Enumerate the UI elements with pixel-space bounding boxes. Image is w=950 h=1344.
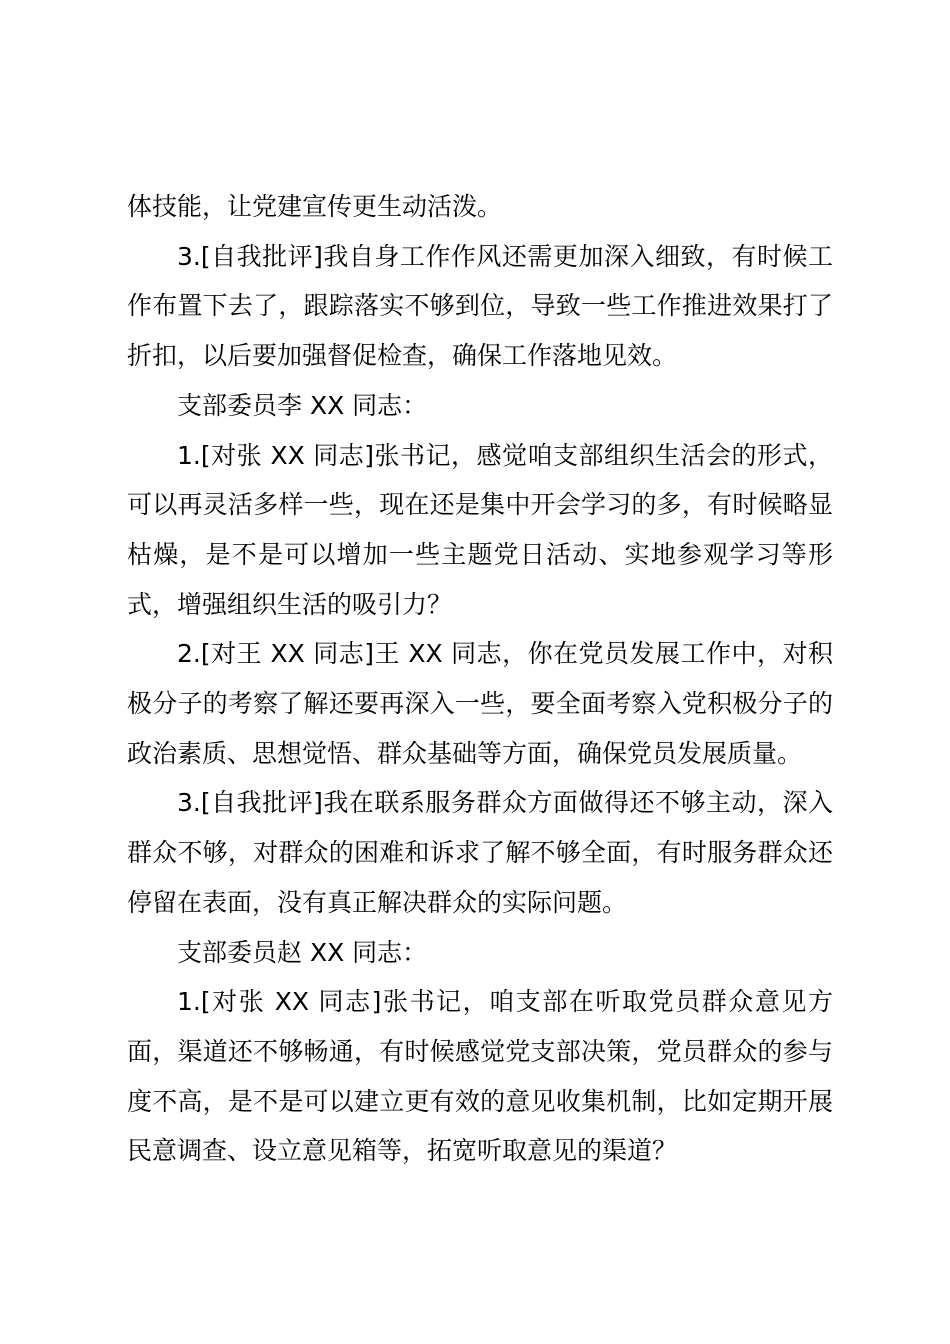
paragraph-li-to-zhang: 1.[对张 XX 同志]张书记，感觉咱支部组织生活会的形式，可以再灵活多样一些，现在还是集中开会学习的多，有时候略显枯燥，是不是可以增加一些主题党日活动、实地参观学习等形式，增强组织生活的吸引力？	[127, 440, 833, 619]
paragraph-li-to-wang: 2.[对王 XX 同志]王 XX 同志，你在党员发展工作中，对积极分子的考察了解还要再深入一些，要全面考察入党积极分子的政治素质、思想觉悟、群众基础等方面，确保党员发展质量。	[127, 639, 833, 768]
paragraph-self-criticism-1: 3.[自我批评]我自身工作作风还需更加深入细致，有时候工作布置下去了，跟踪落实不够到位，导致一些工作推进效果打了折扣，以后要加强督促检查，确保工作落地见效。	[127, 241, 833, 371]
paragraph-continuation: 体技能，让党建宣传更生动活泼。	[127, 192, 503, 221]
document-body	[127, 182, 833, 1176]
paragraph-zhao-to-zhang: 1.[对张 XX 同志]张书记，咱支部在听取党员群众意见方面，渠道还不够畅通，有时候感觉党支部决策，党员群众的参与度不高，是不是可以建立更有效的意见收集机制，比如定期开展民意调查、设立意见箱等，拓宽听取意见的渠道？	[127, 987, 833, 1166]
paragraph-li-self-criticism: 3.[自我批评]我在联系服务群众方面做得还不够主动，深入群众不够，对群众的困难和诉求了解不够全面，有时服务群众还停留在表面，没有真正解决群众的实际问题。	[127, 788, 833, 917]
speaker-heading-zhao: 支部委员赵 XX 同志：	[177, 937, 428, 967]
speaker-heading-li: 支部委员李 XX 同志：	[177, 390, 428, 420]
